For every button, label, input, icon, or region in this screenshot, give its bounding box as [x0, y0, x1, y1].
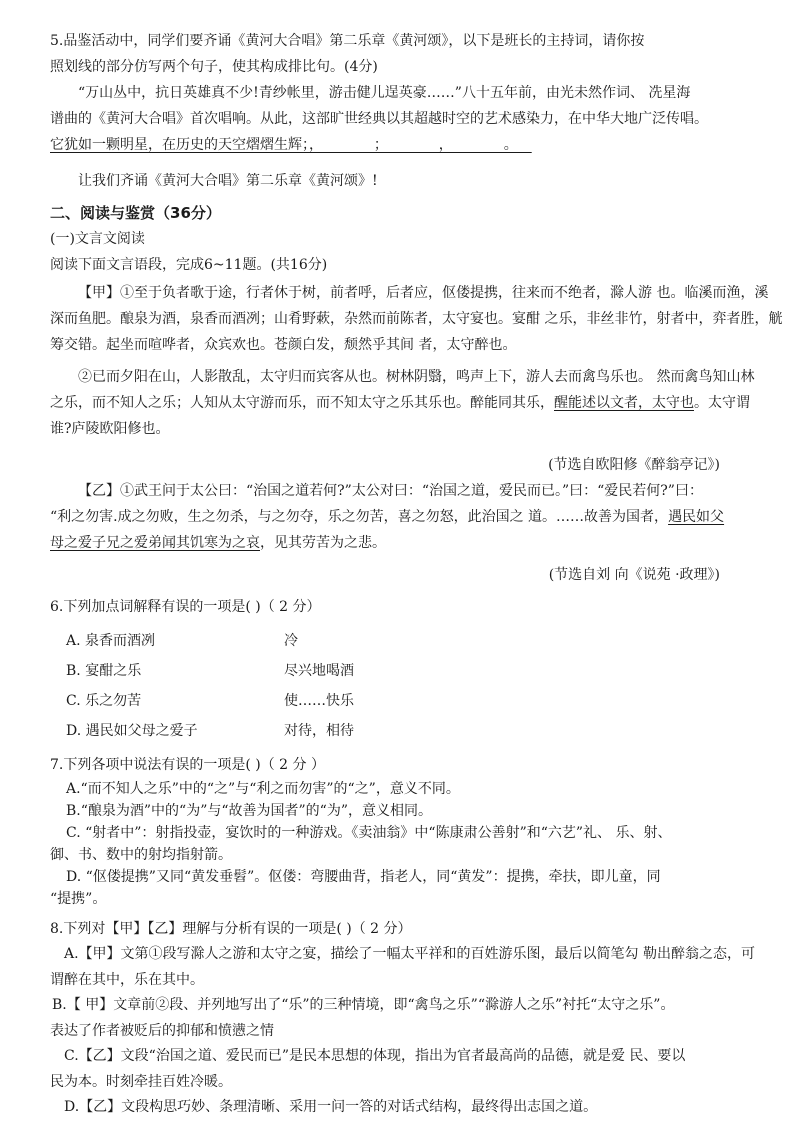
jia-line5-text: 之乐，而不知人之乐；人知从太守游而乐，而不知太守之乐其乐也。醉能同其乐，	[50, 395, 554, 411]
q6-option-d[interactable]	[50, 716, 744, 746]
jia-line5-end: 。太守谓	[694, 395, 750, 411]
q6-option-b-text: B. 宴酣之乐	[66, 663, 142, 679]
yi-source: (节选自刘 向《说苑 ·政理》)	[548, 567, 720, 583]
q5-title-line1: 5.品鉴活动中，同学们要齐诵《黄河大合唱》第二乐章《黄河颂》，以下是班长的主持词，请你按	[50, 33, 645, 49]
q7-option-d-line1[interactable]: D. “伛偻提携”又同“黄发垂髫”。伛偻：弯腰曲背，指老人，同“黄发”：提携，牵扶，即儿童，同	[66, 869, 661, 885]
jia-line1: 【甲】①至于负者歌于途，行者休于树，前者呼，后者应，伛偻提携，往来而不绝者，滁人游 也。临溪而渔，溪	[78, 285, 769, 301]
q6-option-a-gloss: 冷	[284, 633, 298, 649]
exam-page	[50, 28, 783, 1120]
q6-option-c[interactable]	[50, 686, 744, 716]
yi-line2-text: “利之勿害.成之勿败，生之勿杀，与之勿夺，乐之勿苦，喜之勿怒，此治国之 道。……故善为国者，	[50, 509, 669, 525]
q8-title: 8.下列对【甲】【乙】理解与分析有误的一项是( )（ 2 分）	[50, 921, 412, 937]
q6-option-d-gloss: 对待，相待	[284, 723, 354, 739]
yi-underlined-phrase-end: 母之爱子兄之爱弟闻其饥寒为之哀	[50, 535, 260, 551]
section-2-title: 二、阅读与鉴赏（36分）	[50, 204, 221, 222]
q5-closing-line: 让我们齐诵《黄河大合唱》第二乐章《黄河颂》!	[78, 173, 378, 189]
q8-option-a-line2: 谓醉在其中，乐在其中。	[50, 972, 204, 988]
q7-option-d-line2: “提携”。	[50, 891, 107, 907]
q8-option-d[interactable]: D.【乙】文段构思巧妙、条理清晰、采用一问一答的对话式结构，最终得出志国之道。	[64, 1099, 598, 1115]
q7-option-c-line1[interactable]: C. “射者中”：射指投壶，宴饮时的一种游戏。《卖油翁》中“陈康肃公善射”和“六艺”礼、 乐、射、	[66, 825, 672, 841]
jia-line3: 筹交错。起坐而喧哗者，众宾欢也。苍颜白发，颓然乎其间 者，太守醉也。	[50, 337, 517, 353]
q5-passage-line3	[50, 132, 744, 158]
jia-source: (节选自欧阳修《醉翁亭记》)	[548, 457, 720, 473]
q6-option-a-text: A. 泉香而酒冽	[66, 633, 156, 649]
q6-option-b-gloss: 尽兴地喝酒	[284, 663, 354, 679]
q5-underlined-sentence: 它犹如一颗明星，在历史的天空熠熠生辉；	[50, 137, 309, 153]
question-5	[50, 28, 744, 194]
q5-passage-line2: 谱曲的《黄河大合唱》首次唱响。从此，这部旷世经典以其超越时空的艺术感染力，在中华大地广泛传唱。	[50, 111, 708, 127]
q8-option-c-line2: 民为本。时刻牵挂百姓冷暖。	[50, 1074, 232, 1090]
yi-line2	[50, 504, 744, 530]
yi-line1: 【乙】①武王问于太公曰：“治国之道若何?”太公对曰：“治国之道，爱民而已。”曰：“爱民若何?”曰：	[78, 483, 703, 499]
section-2-intro: 阅读下面文言语段，完成6~11题。(共16分)	[50, 257, 328, 273]
q5-answer-blanks[interactable]: ， ； ， 。	[309, 137, 532, 153]
q8-option-c-line1[interactable]: C.【乙】文段“治国之道、爱民而已”是民本思想的体现，指出为官者最高尚的品德，就是爱 民、要以	[64, 1048, 686, 1064]
section-2-subtitle: (一)文言文阅读	[50, 231, 145, 247]
q6-option-d-text: D. 遇民如父母之爱子	[66, 723, 198, 739]
question-6	[50, 594, 744, 746]
q7-title: 7.下列各项中说法有误的一项是( )（ 2 分 ）	[50, 757, 325, 773]
q5-title-line2: 照划线的部分仿写两个句子，使其构成排比句。(4分)	[50, 59, 378, 75]
q6-title: 6.下列加点词解释有误的一项是( )（ 2 分）	[50, 599, 321, 615]
question-7	[50, 752, 744, 910]
jia-underlined-phrase: 醒能述以文者，太守也	[554, 395, 694, 411]
q7-option-b[interactable]: B.“酿泉为酒”中的“为”与“故善为国者”的“为”，意义相同。	[66, 803, 432, 819]
q7-option-c-line2: 御、书、数中的射均指射箭。	[50, 847, 232, 863]
yi-underlined-phrase-start: 遇民如父	[668, 509, 725, 525]
jia-line6: 谁?庐陵欧阳修也。	[50, 421, 170, 437]
q6-option-c-gloss: 使……快乐	[284, 693, 354, 709]
yi-line3	[50, 530, 744, 556]
jia-line5	[50, 390, 750, 416]
jia-line4: ②已而夕阳在山，人影散乱，太守归而宾客从也。树林阴翳，鸣声上下，游人去而禽鸟乐也。 然而禽鸟知山林	[78, 369, 755, 385]
q8-option-b-line1[interactable]: B.【 甲】文章前②段、并列地写出了“乐”的三种情境，即“禽鸟之乐”“滁游人之乐”衬托“太守之乐”。	[52, 997, 675, 1013]
q8-option-b-line2: 表达了作者被贬后的抑郁和愤懑之情	[50, 1023, 274, 1039]
q6-option-b[interactable]	[50, 656, 744, 686]
question-8	[50, 916, 756, 1120]
jia-line2: 深而鱼肥。酿泉为酒，泉香而酒冽；山肴野蔌，杂然而前陈者，太守宴也。宴酣 之乐，非丝非竹，射者中，弈者胜，觥	[50, 311, 783, 327]
passage-yi	[50, 478, 744, 588]
yi-line3-text: ，见其劳苦为之悲。	[260, 535, 386, 551]
q7-option-a[interactable]: A.“而不知人之乐”中的“之”与“利之而勿害”的“之”，意义不同。	[66, 781, 460, 797]
q8-option-a-line1[interactable]: A.【甲】文第①段写滁人之游和太守之宴，描绘了一幅太平祥和的百姓游乐图，最后以简笔勾 勒出醉翁之态，可	[64, 946, 756, 962]
q5-passage-line1: “万山丛中，抗日英雄真不少!青纱帐里，游击健儿逞英豪……”八十五年前，由光未然作词、 冼星海	[78, 85, 691, 101]
passage-jia	[50, 280, 783, 478]
q6-option-a[interactable]	[50, 626, 744, 656]
q6-option-c-text: C. 乐之勿苦	[66, 693, 142, 709]
